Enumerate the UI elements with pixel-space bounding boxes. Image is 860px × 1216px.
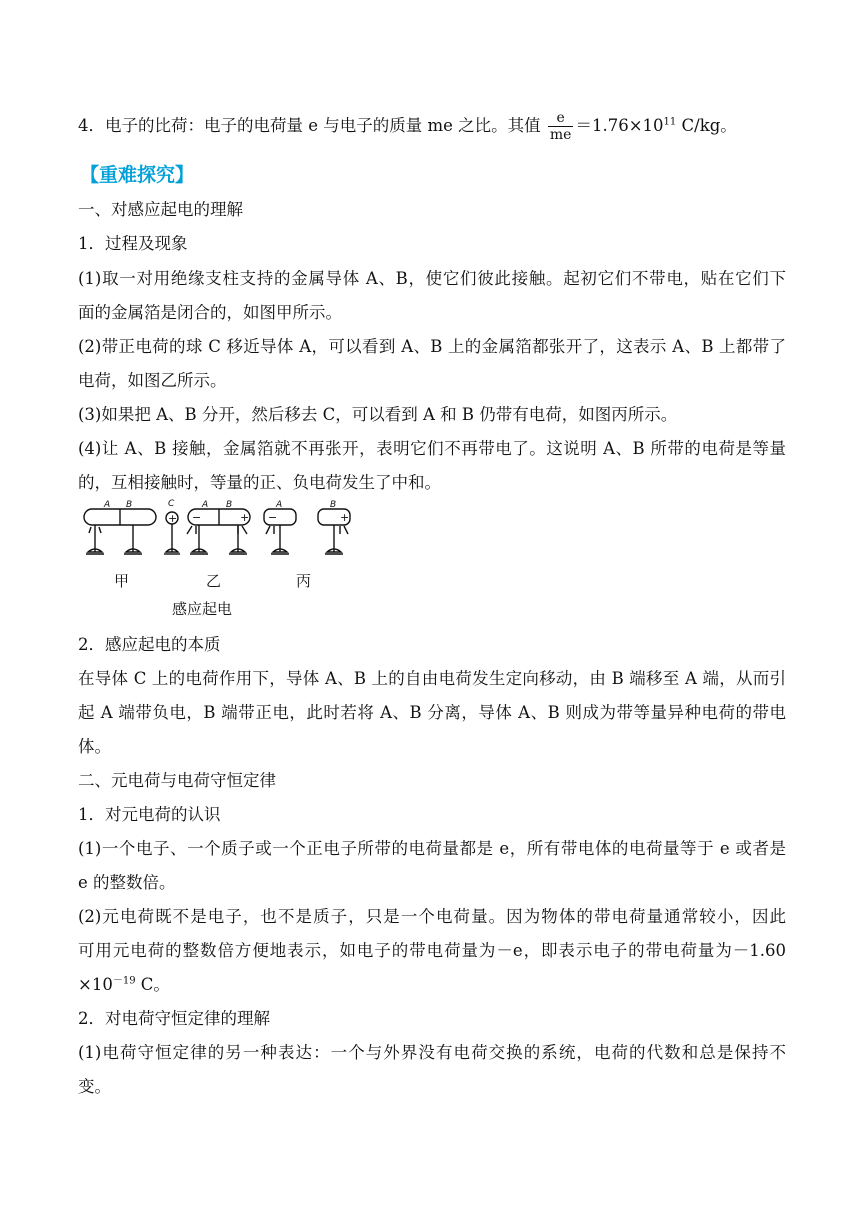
part1-p5c: 体。 bbox=[78, 737, 111, 756]
minus-a-bing: − bbox=[268, 511, 278, 524]
part1-p4b: 的，互相接触时，等量的正、负电荷发生了中和。 bbox=[78, 473, 441, 492]
label-b-yi: B bbox=[226, 500, 233, 510]
part1-sub2: 2．感应起电的本质 bbox=[78, 635, 221, 654]
part2-p2c bbox=[78, 974, 786, 996]
part1-p2a: (2)带正电荷的球 C 移近导体 A，可以看到 A、B 上的金属箔都张开了，这表示 A、B 上都带了 bbox=[78, 337, 786, 356]
label-a-bing: A bbox=[276, 500, 283, 510]
fraction-denominator: me bbox=[549, 127, 572, 143]
part1-p4a: (4)让 A、B 接触，金属箔就不再张开，表明它们不再带电了。这说明 A、B 所带的电荷是等量 bbox=[78, 439, 786, 458]
fraction-numerator: e bbox=[548, 110, 574, 127]
part1-p3: (3)如果把 A、B 分开，然后移去 C，可以看到 A 和 B 仍带有电荷，如图丙所示。 bbox=[78, 405, 678, 424]
part1-p5a: 在导体 C 上的电荷作用下，导体 A、B 上的自由电荷发生定向移动，由 B 端移至 A 端，从而引 bbox=[78, 669, 786, 688]
part2-p2c-exp: －19 bbox=[112, 975, 136, 987]
part1-p1b: 面的金属箔是闭合的，如图甲所示。 bbox=[78, 303, 342, 322]
minus-a-yi: − bbox=[192, 511, 202, 524]
item4-prefix: 4．电子的比荷：电子的电荷量 e 与电子的质量 me 之比。其值 bbox=[78, 116, 541, 135]
part2-p3b: 变。 bbox=[78, 1077, 111, 1096]
part2-p2c-pre: ×10 bbox=[78, 975, 113, 994]
part2-sub1: 1．对元电荷的认识 bbox=[78, 805, 221, 824]
label-b-bing: B bbox=[330, 500, 337, 510]
item4-exponent: 11 bbox=[663, 116, 677, 128]
part1-p1a: (1)取一对用绝缘支柱支持的金属导体 A、B，使它们彼此接触。起初它们不带电，贴在它们下 bbox=[78, 269, 786, 288]
label-bing: 丙 bbox=[296, 572, 312, 590]
part2-sub2: 2．对电荷守恒定律的理解 bbox=[78, 1009, 270, 1028]
part1-p5b: 起 A 端带负电，B 端带正电，此时若将 A、B 分离，导体 A、B 则成为带等量异种电荷的带电 bbox=[78, 703, 786, 722]
section-heading: 【重难探究】 bbox=[80, 164, 195, 186]
label-a-jia: A bbox=[104, 500, 111, 510]
plus-c: + bbox=[168, 512, 178, 525]
part2-p1a: (1)一个电子、一个质子或一个正电子所带的电荷量都是 e，所有带电体的电荷量等于 e 或者是 bbox=[78, 839, 786, 858]
part1-p2b: 电荷，如图乙所示。 bbox=[78, 371, 227, 390]
part2-p3a: (1)电荷守恒定律的另一种表达：一个与外界没有电荷交换的系统，电荷的代数和总是保持不 bbox=[78, 1043, 786, 1062]
part2-p2a: (2)元电荷既不是电子，也不是质子，只是一个电荷量。因为物体的带电荷量通常较小，因此 bbox=[78, 907, 786, 926]
label-b-jia: B bbox=[126, 500, 133, 510]
item4-value: ＝1.76×10 bbox=[575, 116, 664, 135]
induction-diagram bbox=[78, 496, 368, 576]
plus-b-yi: + bbox=[240, 511, 250, 524]
label-yi: 乙 bbox=[206, 572, 222, 590]
label-a-yi: A bbox=[202, 500, 209, 510]
label-jia: 甲 bbox=[114, 572, 130, 590]
part2-p2c-post: C。 bbox=[135, 975, 170, 994]
item4-unit: C/kg。 bbox=[676, 116, 737, 135]
part1-title: 一、对感应起电的理解 bbox=[78, 200, 243, 219]
charge-mass-fraction bbox=[548, 110, 574, 143]
part2-p1b: e 的整数倍。 bbox=[78, 873, 176, 892]
part2-p2b: 可用元电荷的整数倍方便地表示，如电子的带电荷量为－e，即表示电子的带电荷量为－1.60 bbox=[78, 941, 786, 960]
induction-figure bbox=[78, 496, 368, 620]
label-c-yi: C bbox=[168, 499, 175, 509]
part2-title: 二、元电荷与电荷守恒定律 bbox=[78, 771, 276, 790]
plus-b-bing: + bbox=[340, 511, 350, 524]
item4-line bbox=[78, 110, 786, 143]
figure-caption: 感应起电 bbox=[172, 600, 233, 618]
part1-sub1: 1．过程及现象 bbox=[78, 234, 188, 253]
